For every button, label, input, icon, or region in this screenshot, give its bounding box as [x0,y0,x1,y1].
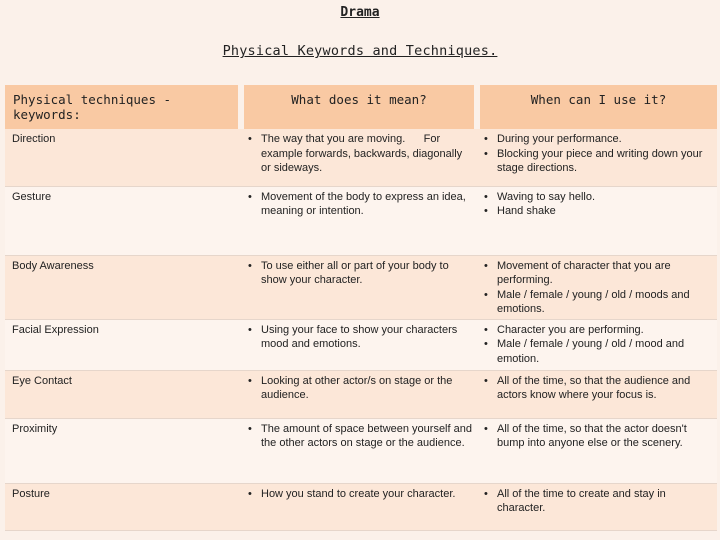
list-item: • Character you are performing. [497,323,713,338]
meaning-cell [241,255,477,319]
keyword-cell: Posture [5,483,241,530]
list-item: • Male / female / young / old / mood and emotion. [497,337,713,366]
list-item: • All of the time, so that the actor doesn't bump into anyone else or the scenery. [497,422,713,451]
list-item: • To use either all or part of your body to show your character. [261,259,473,288]
table-row [5,370,717,418]
page-subtitle: Physical Keywords and Techniques. [222,43,498,59]
table-row [5,129,717,186]
list-item: • Movement of the body to express an idea, meaning or intention. [261,190,473,219]
usage-cell [477,186,717,255]
list-item: • Blocking your piece and writing down your stage directions. [497,147,713,176]
list-item: • Waving to say hello. [497,190,713,205]
table-row [5,186,717,255]
list-item: • Looking at other actor/s on stage or the audience. [261,374,473,403]
column-header-usage: When can I use it? [477,85,717,129]
keyword-cell: Proximity [5,418,241,483]
list-item: • The way that you are moving. For example forwards, backwards, diagonally or sideways. [261,132,473,176]
table-row [5,255,717,319]
meaning-cell [241,186,477,255]
meaning-cell [241,483,477,530]
usage-cell [477,129,717,186]
table-row [5,418,717,483]
list-item: • Movement of character that you are performing. [497,259,713,288]
usage-cell [477,370,717,418]
usage-cell [477,483,717,530]
list-item: • During your performance. [497,132,713,147]
meaning-cell [241,129,477,186]
meaning-cell [241,319,477,370]
keyword-cell: Direction [5,129,241,186]
page-title: Drama [340,5,380,20]
keyword-cell: Body Awareness [5,255,241,319]
meaning-cell [241,370,477,418]
list-item: • All of the time, so that the audience and actors know where your focus is. [497,374,713,403]
list-item: • All of the time to create and stay in character. [497,487,713,516]
column-header-keyword: Physical techniques - keywords: [5,85,241,129]
column-header-meaning: What does it mean? [241,85,477,129]
list-item: • Hand shake [497,204,713,219]
keyword-cell: Gesture [5,186,241,255]
table-row [5,483,717,530]
list-item: • Male / female / young / old / moods and emotions. [497,288,713,317]
keyword-cell: Eye Contact [5,370,241,418]
table-row [5,319,717,370]
keyword-cell: Facial Expression [5,319,241,370]
table-header-row [5,85,717,129]
list-item: • The amount of space between yourself and the other actors on stage or the audience. [261,422,473,451]
keywords-table [5,85,717,531]
usage-cell [477,418,717,483]
list-item: • Using your face to show your characters mood and emotions. [261,323,473,352]
usage-cell [477,319,717,370]
usage-cell [477,255,717,319]
meaning-cell [241,418,477,483]
list-item: • How you stand to create your character. [261,487,473,502]
